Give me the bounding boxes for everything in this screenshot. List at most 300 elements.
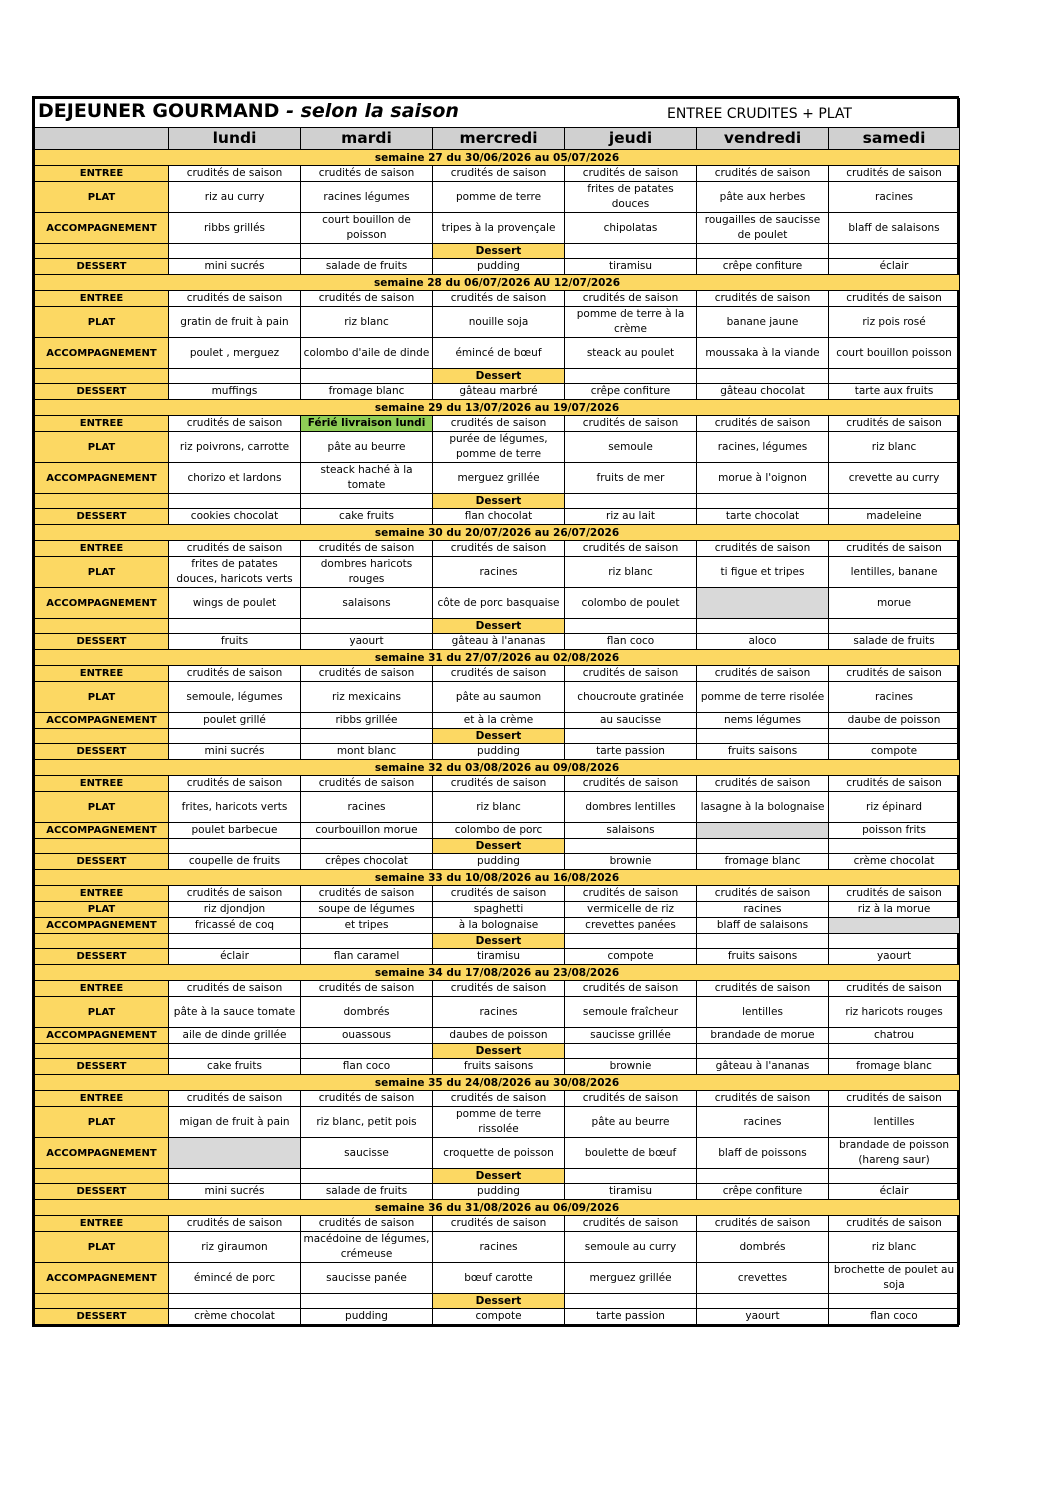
menu-cell: crème chocolat [829, 854, 960, 870]
menu-cell: brownie [565, 854, 697, 870]
menu-cell: crudités de saison [169, 776, 301, 792]
dessert-header-blank [169, 1044, 301, 1059]
menu-cell: crudités de saison [565, 541, 697, 557]
menu-cell: flan caramel [301, 949, 433, 965]
menu-cell: saucisse grillée [565, 1028, 697, 1044]
dessert-header-blank [301, 369, 433, 384]
dessert-header-blank [565, 619, 697, 634]
dessert-header-blank [169, 244, 301, 259]
dessert-header-label: Dessert [433, 244, 565, 259]
menu-cell: crudités de saison [697, 1091, 829, 1107]
dessert-header-blank [565, 244, 697, 259]
accompagnement-row [35, 1263, 960, 1294]
menu-cell: soupe de légumes [301, 902, 433, 918]
dessert-header-label: Dessert [433, 934, 565, 949]
menu-cell: riz à la morue [829, 902, 960, 918]
menu-cell: dombrés [301, 997, 433, 1028]
dessert-header-row [35, 619, 960, 634]
week-label: semaine 36 du 31/08/2026 au 06/09/2026 [35, 1200, 960, 1216]
menu-cell: fromage blanc [697, 854, 829, 870]
menu-cell: fromage blanc [829, 1059, 960, 1075]
week-header-row [35, 525, 960, 541]
menu-cell: racines légumes [301, 182, 433, 213]
dessert-header-blank [169, 369, 301, 384]
plat-row-label: PLAT [35, 792, 169, 823]
dessert-row-label: DESSERT [35, 1059, 169, 1075]
menu-cell: blaff de poissons [697, 1138, 829, 1169]
menu-cell: nouille soja [433, 307, 565, 338]
plat-row-label: PLAT [35, 1232, 169, 1263]
menu-cell: morue [829, 588, 960, 619]
menu-cell: nems légumes [697, 713, 829, 729]
menu-sheet [32, 96, 959, 1327]
entree-row [35, 666, 960, 682]
menu-cell: saucisse [301, 1138, 433, 1169]
menu-cell: au saucisse [565, 713, 697, 729]
menu-cell: crudités de saison [433, 1091, 565, 1107]
entree-row [35, 981, 960, 997]
menu-cell: fruits de mer [565, 463, 697, 494]
accompagnement-row [35, 823, 960, 839]
menu-cell: racines, légumes [697, 432, 829, 463]
entree-row [35, 166, 960, 182]
dessert-header-blank [565, 934, 697, 949]
menu-cell: crudités de saison [301, 981, 433, 997]
menu-cell: éclair [169, 949, 301, 965]
menu-cell: morue à l'oignon [697, 463, 829, 494]
menu-cell: croquette de poisson [433, 1138, 565, 1169]
menu-cell: lentilles [697, 997, 829, 1028]
dessert-row-label: DESSERT [35, 634, 169, 650]
menu-cell: fruits saisons [697, 744, 829, 760]
menu-cell: crudités de saison [697, 291, 829, 307]
menu-cell: crudités de saison [301, 1091, 433, 1107]
plat-row [35, 997, 960, 1028]
plat-row [35, 682, 960, 713]
dessert-header-blank [301, 494, 433, 509]
menu-cell: pudding [433, 854, 565, 870]
dessert-header-blank [169, 839, 301, 854]
menu-cell: crudités de saison [829, 1091, 960, 1107]
menu-cell: semoule, légumes [169, 682, 301, 713]
accompagnement-row-label: ACCOMPAGNEMENT [35, 1263, 169, 1294]
week-header-row [35, 965, 960, 981]
accompagnement-row-label: ACCOMPAGNEMENT [35, 338, 169, 369]
entree-row-label: ENTREE [35, 776, 169, 792]
dessert-header-blank [697, 839, 829, 854]
dessert-header-blank [697, 1169, 829, 1184]
menu-cell: riz djondjon [169, 902, 301, 918]
menu-cell: compote [433, 1309, 565, 1325]
menu-cell: frites, haricots verts [169, 792, 301, 823]
menu-cell: tarte passion [565, 744, 697, 760]
week-header-row [35, 870, 960, 886]
menu-cell: vermicelle de riz [565, 902, 697, 918]
entree-row-label: ENTREE [35, 1216, 169, 1232]
menu-cell: crudités de saison [169, 1091, 301, 1107]
menu-cell: pâte à la sauce tomate [169, 997, 301, 1028]
menu-cell: semoule [565, 432, 697, 463]
menu-cell: crudités de saison [697, 666, 829, 682]
dessert-header-row [35, 839, 960, 854]
plat-row-label: PLAT [35, 432, 169, 463]
menu-cell: pudding [433, 744, 565, 760]
menu-cell: crudités de saison [301, 1216, 433, 1232]
menu-cell: pudding [433, 259, 565, 275]
menu-cell: crudités de saison [169, 1216, 301, 1232]
menu-cell: crudités de saison [697, 981, 829, 997]
dessert-header-blank [565, 369, 697, 384]
entree-row [35, 1091, 960, 1107]
dessert-row [35, 1059, 960, 1075]
menu-cell: merguez grillée [565, 1263, 697, 1294]
menu-cell: et tripes [301, 918, 433, 934]
dessert-header-blank [301, 1044, 433, 1059]
menu-cell: muffings [169, 384, 301, 400]
menu-cell: court bouillon poisson [829, 338, 960, 369]
menu-cell: crudités de saison [169, 166, 301, 182]
menu-cell: crudités de saison [829, 166, 960, 182]
menu-cell: yaourt [829, 949, 960, 965]
week-label: semaine 35 du 24/08/2026 au 30/08/2026 [35, 1075, 960, 1091]
week-label: semaine 32 du 03/08/2026 au 09/08/2026 [35, 760, 960, 776]
dessert-row [35, 854, 960, 870]
day-header: samedi [829, 128, 960, 150]
accompagnement-row [35, 213, 960, 244]
menu-cell: fricassé de coq [169, 918, 301, 934]
title-row [35, 99, 960, 128]
plat-row-label: PLAT [35, 997, 169, 1028]
dessert-header-blank [301, 839, 433, 854]
menu-cell: crudités de saison [829, 291, 960, 307]
dessert-header-blank [829, 1169, 960, 1184]
dessert-header-blank [565, 1044, 697, 1059]
menu-cell: crudités de saison [565, 776, 697, 792]
week-header-row [35, 760, 960, 776]
menu-cell: banane jaune [697, 307, 829, 338]
menu-cell: dombrés [697, 1232, 829, 1263]
menu-cell: Férié livraison lundi [301, 416, 433, 432]
menu-cell: crudités de saison [829, 541, 960, 557]
menu-cell: éclair [829, 1184, 960, 1200]
menu-cell: flan coco [565, 634, 697, 650]
dessert-header-blank [35, 244, 169, 259]
accompagnement-row-label: ACCOMPAGNEMENT [35, 1138, 169, 1169]
day-header: mardi [301, 128, 433, 150]
menu-cell: riz blanc [829, 432, 960, 463]
menu-cell: riz blanc [301, 307, 433, 338]
menu-cell: riz poivrons, carrotte [169, 432, 301, 463]
dessert-header-blank [697, 244, 829, 259]
menu-cell: cake fruits [169, 1059, 301, 1075]
menu-cell: chipolatas [565, 213, 697, 244]
menu-cell: crudités de saison [697, 1216, 829, 1232]
menu-cell: brandade de morue [697, 1028, 829, 1044]
menu-cell: tripes à la provençale [433, 213, 565, 244]
menu-cell: crudités de saison [433, 166, 565, 182]
dessert-header-row [35, 369, 960, 384]
menu-cell: riz blanc [433, 792, 565, 823]
dessert-header-blank [35, 619, 169, 634]
menu-cell: fromage blanc [301, 384, 433, 400]
dessert-row-label: DESSERT [35, 259, 169, 275]
menu-cell: racines [829, 182, 960, 213]
dessert-header-row [35, 1294, 960, 1309]
plat-row [35, 1232, 960, 1263]
dessert-header-blank [169, 934, 301, 949]
menu-cell: crêpe confiture [697, 259, 829, 275]
dessert-row [35, 1184, 960, 1200]
menu-cell: purée de légumes, pomme de terre [433, 432, 565, 463]
dessert-header-blank [301, 1169, 433, 1184]
dessert-row [35, 509, 960, 525]
dessert-header-label: Dessert [433, 729, 565, 744]
menu-cell: merguez grillée [433, 463, 565, 494]
dessert-header-blank [829, 619, 960, 634]
menu-cell: gâteau chocolat [697, 384, 829, 400]
menu-cell: fruits [169, 634, 301, 650]
menu-cell: crudités de saison [433, 291, 565, 307]
entree-row [35, 291, 960, 307]
menu-cell: riz au lait [565, 509, 697, 525]
menu-cell: blaff de salaisons [697, 918, 829, 934]
week-label: semaine 30 du 20/07/2026 au 26/07/2026 [35, 525, 960, 541]
menu-cell: semoule au curry [565, 1232, 697, 1263]
dessert-header-blank [35, 934, 169, 949]
dessert-row [35, 949, 960, 965]
dessert-header-blank [301, 1294, 433, 1309]
dessert-row [35, 1309, 960, 1325]
dessert-header-blank [829, 934, 960, 949]
dessert-header-blank [169, 494, 301, 509]
menu-cell: gâteau à l'ananas [433, 634, 565, 650]
dessert-header-blank [565, 839, 697, 854]
menu-cell: gâteau à l'ananas [697, 1059, 829, 1075]
week-label: semaine 34 du 17/08/2026 au 23/08/2026 [35, 965, 960, 981]
menu-cell: crudités de saison [565, 291, 697, 307]
menu-cell: bœuf carotte [433, 1263, 565, 1294]
menu-cell: crudités de saison [301, 166, 433, 182]
dessert-row-label: DESSERT [35, 1184, 169, 1200]
menu-cell: crudités de saison [169, 666, 301, 682]
menu-cell: riz au curry [169, 182, 301, 213]
dessert-header-blank [301, 934, 433, 949]
menu-cell [697, 588, 829, 619]
menu-cell: crudités de saison [301, 666, 433, 682]
accompagnement-row-label: ACCOMPAGNEMENT [35, 588, 169, 619]
entree-row-label: ENTREE [35, 1091, 169, 1107]
menu-cell: yaourt [301, 634, 433, 650]
menu-cell: semoule fraîcheur [565, 997, 697, 1028]
dessert-header-row [35, 934, 960, 949]
dessert-header-blank [697, 494, 829, 509]
menu-cell: racines [697, 1107, 829, 1138]
menu-cell: flan coco [829, 1309, 960, 1325]
menu-cell: crudités de saison [829, 416, 960, 432]
dessert-header-blank [169, 1169, 301, 1184]
menu-cell: riz giraumon [169, 1232, 301, 1263]
day-header: mercredi [433, 128, 565, 150]
menu-cell: poulet , merguez [169, 338, 301, 369]
menu-cell: compote [829, 744, 960, 760]
menu-table-body [35, 99, 960, 1325]
menu-cell: macédoine de légumes, crémeuse [301, 1232, 433, 1263]
entree-row [35, 1216, 960, 1232]
menu-cell: crudités de saison [433, 541, 565, 557]
menu-cell: dombres lentilles [565, 792, 697, 823]
menu-cell: poisson frits [829, 823, 960, 839]
menu-cell: crudités de saison [565, 1091, 697, 1107]
menu-cell: ti figue et tripes [697, 557, 829, 588]
menu-cell: salade de fruits [301, 1184, 433, 1200]
menu-cell: salade de fruits [829, 634, 960, 650]
entree-row-label: ENTREE [35, 886, 169, 902]
menu-cell: racines [433, 1232, 565, 1263]
accompagnement-row-label: ACCOMPAGNEMENT [35, 463, 169, 494]
day-header: vendredi [697, 128, 829, 150]
menu-cell: racines [433, 997, 565, 1028]
menu-cell: daubes de poisson [433, 1028, 565, 1044]
dessert-header-blank [35, 839, 169, 854]
accompagnement-row [35, 713, 960, 729]
menu-cell: riz pois rosé [829, 307, 960, 338]
accompagnement-row [35, 918, 960, 934]
dessert-header-label: Dessert [433, 619, 565, 634]
menu-cell: crêpe confiture [697, 1184, 829, 1200]
corner-cell [35, 128, 169, 150]
dessert-header-blank [697, 934, 829, 949]
menu-cell: émincé de porc [169, 1263, 301, 1294]
dessert-header-blank [565, 1294, 697, 1309]
menu-cell: pudding [301, 1309, 433, 1325]
dessert-header-label: Dessert [433, 1044, 565, 1059]
dessert-header-blank [35, 729, 169, 744]
dessert-header-blank [35, 494, 169, 509]
menu-cell: riz haricots rouges [829, 997, 960, 1028]
menu-cell: chorizo et lardons [169, 463, 301, 494]
dessert-row-label: DESSERT [35, 854, 169, 870]
dessert-header-blank [169, 1294, 301, 1309]
menu-cell [697, 823, 829, 839]
menu-cell: racines [829, 682, 960, 713]
menu-cell: riz blanc [565, 557, 697, 588]
dessert-header-blank [35, 1044, 169, 1059]
entree-row [35, 776, 960, 792]
menu-cell: crudités de saison [565, 1216, 697, 1232]
menu-cell: madeleine [829, 509, 960, 525]
dessert-header-blank [829, 494, 960, 509]
menu-cell: steack haché à la tomate [301, 463, 433, 494]
week-label: semaine 28 du 06/07/2026 AU 12/07/2026 [35, 275, 960, 291]
dessert-header-blank [697, 1294, 829, 1309]
week-header-row [35, 1075, 960, 1091]
week-header-row [35, 275, 960, 291]
dessert-header-row [35, 1044, 960, 1059]
menu-cell [169, 1138, 301, 1169]
menu-cell: crème chocolat [169, 1309, 301, 1325]
title-cell [35, 99, 960, 128]
entree-row [35, 541, 960, 557]
dessert-header-row [35, 1169, 960, 1184]
menu-cell: crudités de saison [829, 666, 960, 682]
menu-cell: pudding [433, 1184, 565, 1200]
menu-cell: mont blanc [301, 744, 433, 760]
plat-row [35, 557, 960, 588]
menu-cell: pomme de terre [433, 182, 565, 213]
dessert-row [35, 634, 960, 650]
accompagnement-row [35, 588, 960, 619]
page-title: DEJEUNER GOURMAND [38, 100, 280, 122]
dessert-header-blank [829, 1294, 960, 1309]
dessert-header-blank [829, 729, 960, 744]
dessert-header-blank [35, 369, 169, 384]
menu-cell: mini sucrés [169, 1184, 301, 1200]
menu-cell: flan chocolat [433, 509, 565, 525]
menu-cell: crudités de saison [169, 541, 301, 557]
menu-cell: colombo de poulet [565, 588, 697, 619]
menu-cell: compote [565, 949, 697, 965]
entree-row-label: ENTREE [35, 666, 169, 682]
accompagnement-row-label: ACCOMPAGNEMENT [35, 713, 169, 729]
week-label: semaine 33 du 10/08/2026 au 16/08/2026 [35, 870, 960, 886]
dessert-header-blank [35, 1294, 169, 1309]
menu-cell: dombres haricots rouges [301, 557, 433, 588]
plat-row [35, 307, 960, 338]
menu-cell: tiramisu [565, 259, 697, 275]
dessert-header-blank [301, 244, 433, 259]
menu-cell: chatrou [829, 1028, 960, 1044]
dessert-row-label: DESSERT [35, 744, 169, 760]
menu-cell: racines [433, 557, 565, 588]
menu-cell: pâte aux herbes [697, 182, 829, 213]
menu-cell: riz épinard [829, 792, 960, 823]
week-label: semaine 31 du 27/07/2026 au 02/08/2026 [35, 650, 960, 666]
accompagnement-row-label: ACCOMPAGNEMENT [35, 213, 169, 244]
dessert-header-blank [301, 619, 433, 634]
menu-cell: fruits saisons [433, 1059, 565, 1075]
menu-cell: crudités de saison [169, 291, 301, 307]
menu-cell: pâte au beurre [301, 432, 433, 463]
entree-row-label: ENTREE [35, 416, 169, 432]
menu-cell: racines [301, 792, 433, 823]
entree-row-label: ENTREE [35, 981, 169, 997]
menu-cell: tarte chocolat [697, 509, 829, 525]
menu-cell: colombo d'aile de dinde [301, 338, 433, 369]
menu-cell: cookies chocolat [169, 509, 301, 525]
menu-cell: poulet grillé [169, 713, 301, 729]
accompagnement-row [35, 1138, 960, 1169]
menu-cell: crudités de saison [433, 666, 565, 682]
menu-cell: riz blanc [829, 1232, 960, 1263]
menu-cell: brandade de poisson (hareng saur) [829, 1138, 960, 1169]
menu-cell: tiramisu [433, 949, 565, 965]
menu-cell: salaisons [301, 588, 433, 619]
menu-cell: salaisons [565, 823, 697, 839]
menu-cell: à la bolognaise [433, 918, 565, 934]
dessert-header-blank [697, 619, 829, 634]
dessert-header-blank [565, 729, 697, 744]
menu-cell: crevettes [697, 1263, 829, 1294]
menu-cell: lentilles [829, 1107, 960, 1138]
plat-row-label: PLAT [35, 557, 169, 588]
menu-cell: crevettes panées [565, 918, 697, 934]
week-label: semaine 27 du 30/06/2026 au 05/07/2026 [35, 150, 960, 166]
accompagnement-row [35, 338, 960, 369]
menu-cell: crudités de saison [301, 291, 433, 307]
menu-cell: crudités de saison [433, 776, 565, 792]
menu-cell: migan de fruit à pain [169, 1107, 301, 1138]
accompagnement-row-label: ACCOMPAGNEMENT [35, 823, 169, 839]
